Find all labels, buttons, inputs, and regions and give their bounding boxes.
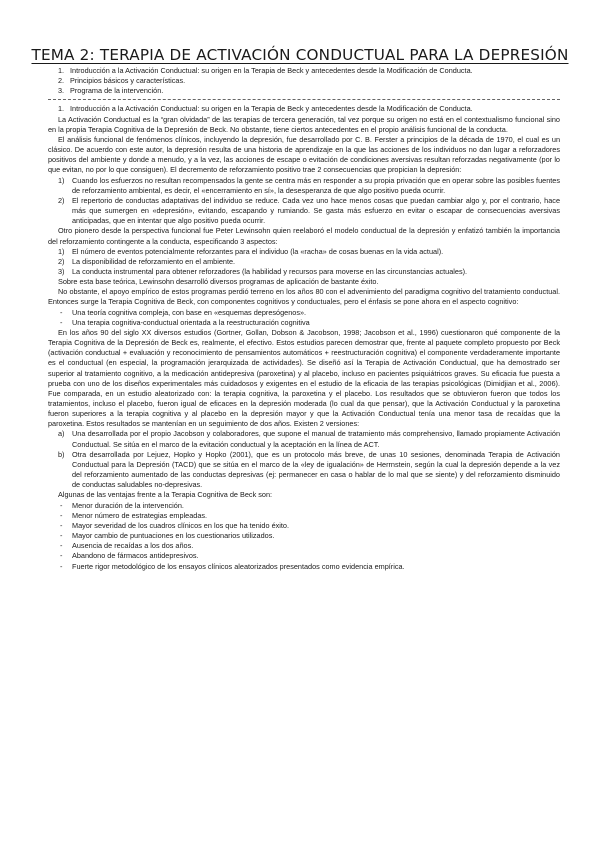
aspects-list bbox=[48, 247, 560, 277]
list-bullet: - bbox=[60, 541, 63, 551]
list-text: Una terapia cognitiva-conductual orientada a la reestructuración cognitiva bbox=[72, 317, 310, 327]
toc-item bbox=[48, 76, 560, 86]
consequences-list bbox=[48, 176, 560, 227]
dashed-divider bbox=[48, 99, 560, 100]
list-item bbox=[48, 257, 560, 267]
list-text: La conducta instrumental para obtener reforzadores (la habilidad y recursos para moverse en las circunstancias actuales). bbox=[72, 266, 468, 276]
paragraph: Sobre esta base teórica, Lewinsohn desarrolló diversos programas de aplicación de bastante éxito. bbox=[58, 277, 379, 287]
list-item bbox=[48, 450, 560, 491]
paragraph: Otro pionero desde la perspectiva funcional fue Peter Lewinsohn quien reelaboró el modelo conductual de la depresión y enfatizó también la importancia del reforzamiento contingente a la conducta, especificando 3 aspectos: bbox=[48, 226, 560, 246]
section-heading bbox=[48, 104, 560, 114]
toc-number: 3. bbox=[58, 86, 65, 96]
list-number: 2) bbox=[58, 195, 65, 205]
list-item bbox=[48, 551, 560, 561]
list-text: Ausencia de recaídas a los dos años. bbox=[72, 541, 194, 551]
list-text: El número de eventos potencialmente reforzantes para el individuo (la «racha» de cosas buenas en la vida actual). bbox=[72, 246, 444, 256]
list-bullet: - bbox=[60, 317, 63, 327]
list-bullet: - bbox=[60, 551, 63, 561]
list-number: 3) bbox=[58, 266, 65, 276]
paragraph: En los años 90 del siglo XX diversos estudios (Gortner, Gollan, Dobson & Jacobson, 1998; Jacobson et al., 1996) cuestionaron qué componente de la Terapia Cognitiva de la Depresión de Beck es, realmente, el efectivo. Estos estudios parecen demostrar que, frente al paquete completo propuesto por Beck (activación conductual + evaluación y reconocimiento de pensamientos automáticos + reestructuración cognitiva) el componente verdaderamente importante es el conductual (en especial, la programación jerarquizada de actividades). Se diseñó así la Terapia de Activación Conductual, que ha demostrado ser superior al tratamiento cognitivo, a la medicación antidepresiva (paroxetina) y al placebo, incluso en pacientes psiquiátricos graves. Su eficacia fue puesta a prueba con uno de los diseños experimentales más cuidadosos y exigentes en el estudio de la eficacia de las terapias psicológicas (Dimidjian et al., 2006). Fue comparada, en un estudio aleatorizado con: la terapia cognitiva, la paroxetina y el placebo. Los resultados que se obtuvieron fueron que todos los tratamientos, incluso el placebo, fueron igual de eficaces en la depresión moderada (lo cual da que pensar), que la Activación Conductual y la paroxetina fueron superiores a la terapia cognitiva y al placebo en la depresión mayor y que la Activación Conductual tenía una menor tasa de recaídas que la paroxetina. Estos resultados se mantenían en un seguimiento de dos años. Existen 2 versiones: bbox=[48, 327, 560, 429]
list-text: Fuerte rigor metodológico de los ensayos clínicos aleatorizados presentados como evidencia empírica. bbox=[72, 561, 405, 571]
list-item bbox=[48, 318, 560, 328]
list-item bbox=[48, 531, 560, 541]
list-text: Otra desarrollada por Lejuez, Hopko y Hopko (2001), que es un protocolo más breve, de unas 10 sesiones, denominada Terapia de Activación Conductual para la Depresión (TACD) que se sitúa en el marco de la «ley de igualación» de Herrnstein, según la cual la depresión depende a la vez del reforzamiento aumentado de las conductas depresivas (ej: permanecer en casa o hablar de lo mal que se siente) y del reforzamiento disminuido de conductas saludables no-depresivas. bbox=[72, 449, 560, 490]
beck-points-list bbox=[48, 308, 560, 328]
list-text: Mayor cambio de puntuaciones en los cuestionarios utilizados. bbox=[72, 531, 275, 541]
toc-item bbox=[48, 66, 560, 76]
toc-text: Programa de la intervención. bbox=[70, 86, 164, 96]
versions-list bbox=[48, 429, 560, 490]
list-text: Una desarrollada por el propio Jacobson y colaboradores, que supone el manual de tratamiento más comprehensivo, llamado propiamente Activación Conductual. Se sitúa en el marco de la evitación conductual y la aceptación en la línea de ACT. bbox=[72, 429, 560, 449]
list-number: 1) bbox=[58, 175, 65, 185]
paragraph: Algunas de las ventajas frente a la Terapia Cognitiva de Beck son: bbox=[58, 490, 273, 500]
section-number: 1. bbox=[58, 104, 65, 114]
list-bullet: - bbox=[60, 531, 63, 541]
list-bullet: - bbox=[60, 520, 63, 530]
table-of-contents bbox=[48, 66, 560, 96]
list-text: Una teoría cognitiva compleja, con base en «esquemas depresógenos». bbox=[72, 307, 307, 317]
list-text: La disponibilidad de reforzamiento en el ambiente. bbox=[72, 256, 236, 266]
list-item bbox=[48, 511, 560, 521]
list-bullet: - bbox=[60, 510, 63, 520]
toc-text: Introducción a la Activación Conductual: su origen en la Terapia de Beck y antecedentes desde la Modificación de Conducta. bbox=[70, 66, 473, 75]
list-item bbox=[48, 247, 560, 257]
list-item bbox=[48, 521, 560, 531]
section-heading-text: Introducción a la Activación Conductual: su origen en la Terapia de Beck y antecedentes desde la Modificación de Conducta. bbox=[70, 104, 473, 114]
list-item bbox=[48, 501, 560, 511]
list-text: Mayor severidad de los cuadros clínicos en los que ha tenido éxito. bbox=[72, 520, 290, 530]
advantages-list bbox=[48, 501, 560, 572]
list-bullet: - bbox=[60, 561, 63, 571]
list-bullet: - bbox=[60, 500, 63, 510]
list-letter: b) bbox=[58, 449, 65, 459]
toc-number: 2. bbox=[58, 76, 65, 86]
list-text: El repertorio de conductas adaptativas del individuo se reduce. Cada vez uno hace menos cosas que puedan cambiar algo y, por el contrario, hace más que sumergen en «depresión», evitando, escapando y rumiando. Se gasta más esfuerzo en evitar o escapar de consecuencias aversivas anticipadas, que en intentar que algo positivo pueda ocurrir. bbox=[72, 195, 560, 226]
toc-text: Principios básicos y características. bbox=[70, 76, 186, 86]
list-text: Cuando los esfuerzos no resultan recompensados la gente se centra más en responder a su propia privación que en operar sobre las posibles fuentes de reforzamiento ambiental, es decir, el «encerramiento en sí», la desesperanza de que algo positivo pueda ocurrir. bbox=[72, 175, 560, 195]
list-number: 1) bbox=[58, 246, 65, 256]
list-item bbox=[48, 267, 560, 277]
page-title: TEMA 2: TERAPIA DE ACTIVACIÓN CONDUCTUAL PARA LA DEPRESIÓN bbox=[31, 46, 569, 65]
list-letter: a) bbox=[58, 429, 65, 439]
toc-number: 1. bbox=[58, 66, 65, 75]
list-item bbox=[48, 308, 560, 318]
list-item bbox=[48, 541, 560, 551]
paragraph: No obstante, el apoyo empírico de estos programas perdió terreno en los años 80 con el advenimiento del paradigma cognitivo del tratamiento conductual. Entonces surge la Terapia Cognitiva de Beck, con componentes cognitivos y conductuales, pero el énfasis se pone ahora en el aspecto cognitivo: bbox=[48, 287, 560, 307]
list-item bbox=[48, 429, 560, 449]
list-item bbox=[48, 562, 560, 572]
list-text: Abandono de fármacos antidepresivos. bbox=[72, 551, 199, 561]
list-number: 2) bbox=[58, 256, 65, 266]
paragraph: El análisis funcional de fenómenos clínicos, incluyendo la depresión, fue desarrollado por C. B. Ferster a principios de la década de 1970, el cual es un clásico. De acuerdo con este autor, la depresión resulta de una historia de aprendizaje en la que las acciones de los individuos no dan lugar a reforzadores positivos del ambiente y donde a menudo, y a la vez, las acciones de escape o evitación de condiciones aversivas resultan reforzadas negativamente (por lo que evitan, no por lo que consiguen). El decremento de reforzamiento positivo trae 2 consecuencias que propician la depresión: bbox=[48, 134, 560, 175]
paragraph: La Activación Conductual es la “gran olvidada” de las terapias de tercera generación, tal vez porque su origen no está en el contextualismo funcional sino en la propia Terapia Cognitiva de la Depresión de Beck. No obstante, tiene ciertos antecedentes en el propio análisis funcional de la conducta. bbox=[48, 114, 560, 134]
list-item bbox=[48, 196, 560, 226]
list-text: Menor número de estrategias empleadas. bbox=[72, 510, 208, 520]
list-item bbox=[48, 176, 560, 196]
list-bullet: - bbox=[60, 307, 63, 317]
toc-item bbox=[48, 86, 560, 96]
document-body bbox=[48, 66, 560, 572]
list-text: Menor duración de la intervención. bbox=[72, 500, 184, 510]
